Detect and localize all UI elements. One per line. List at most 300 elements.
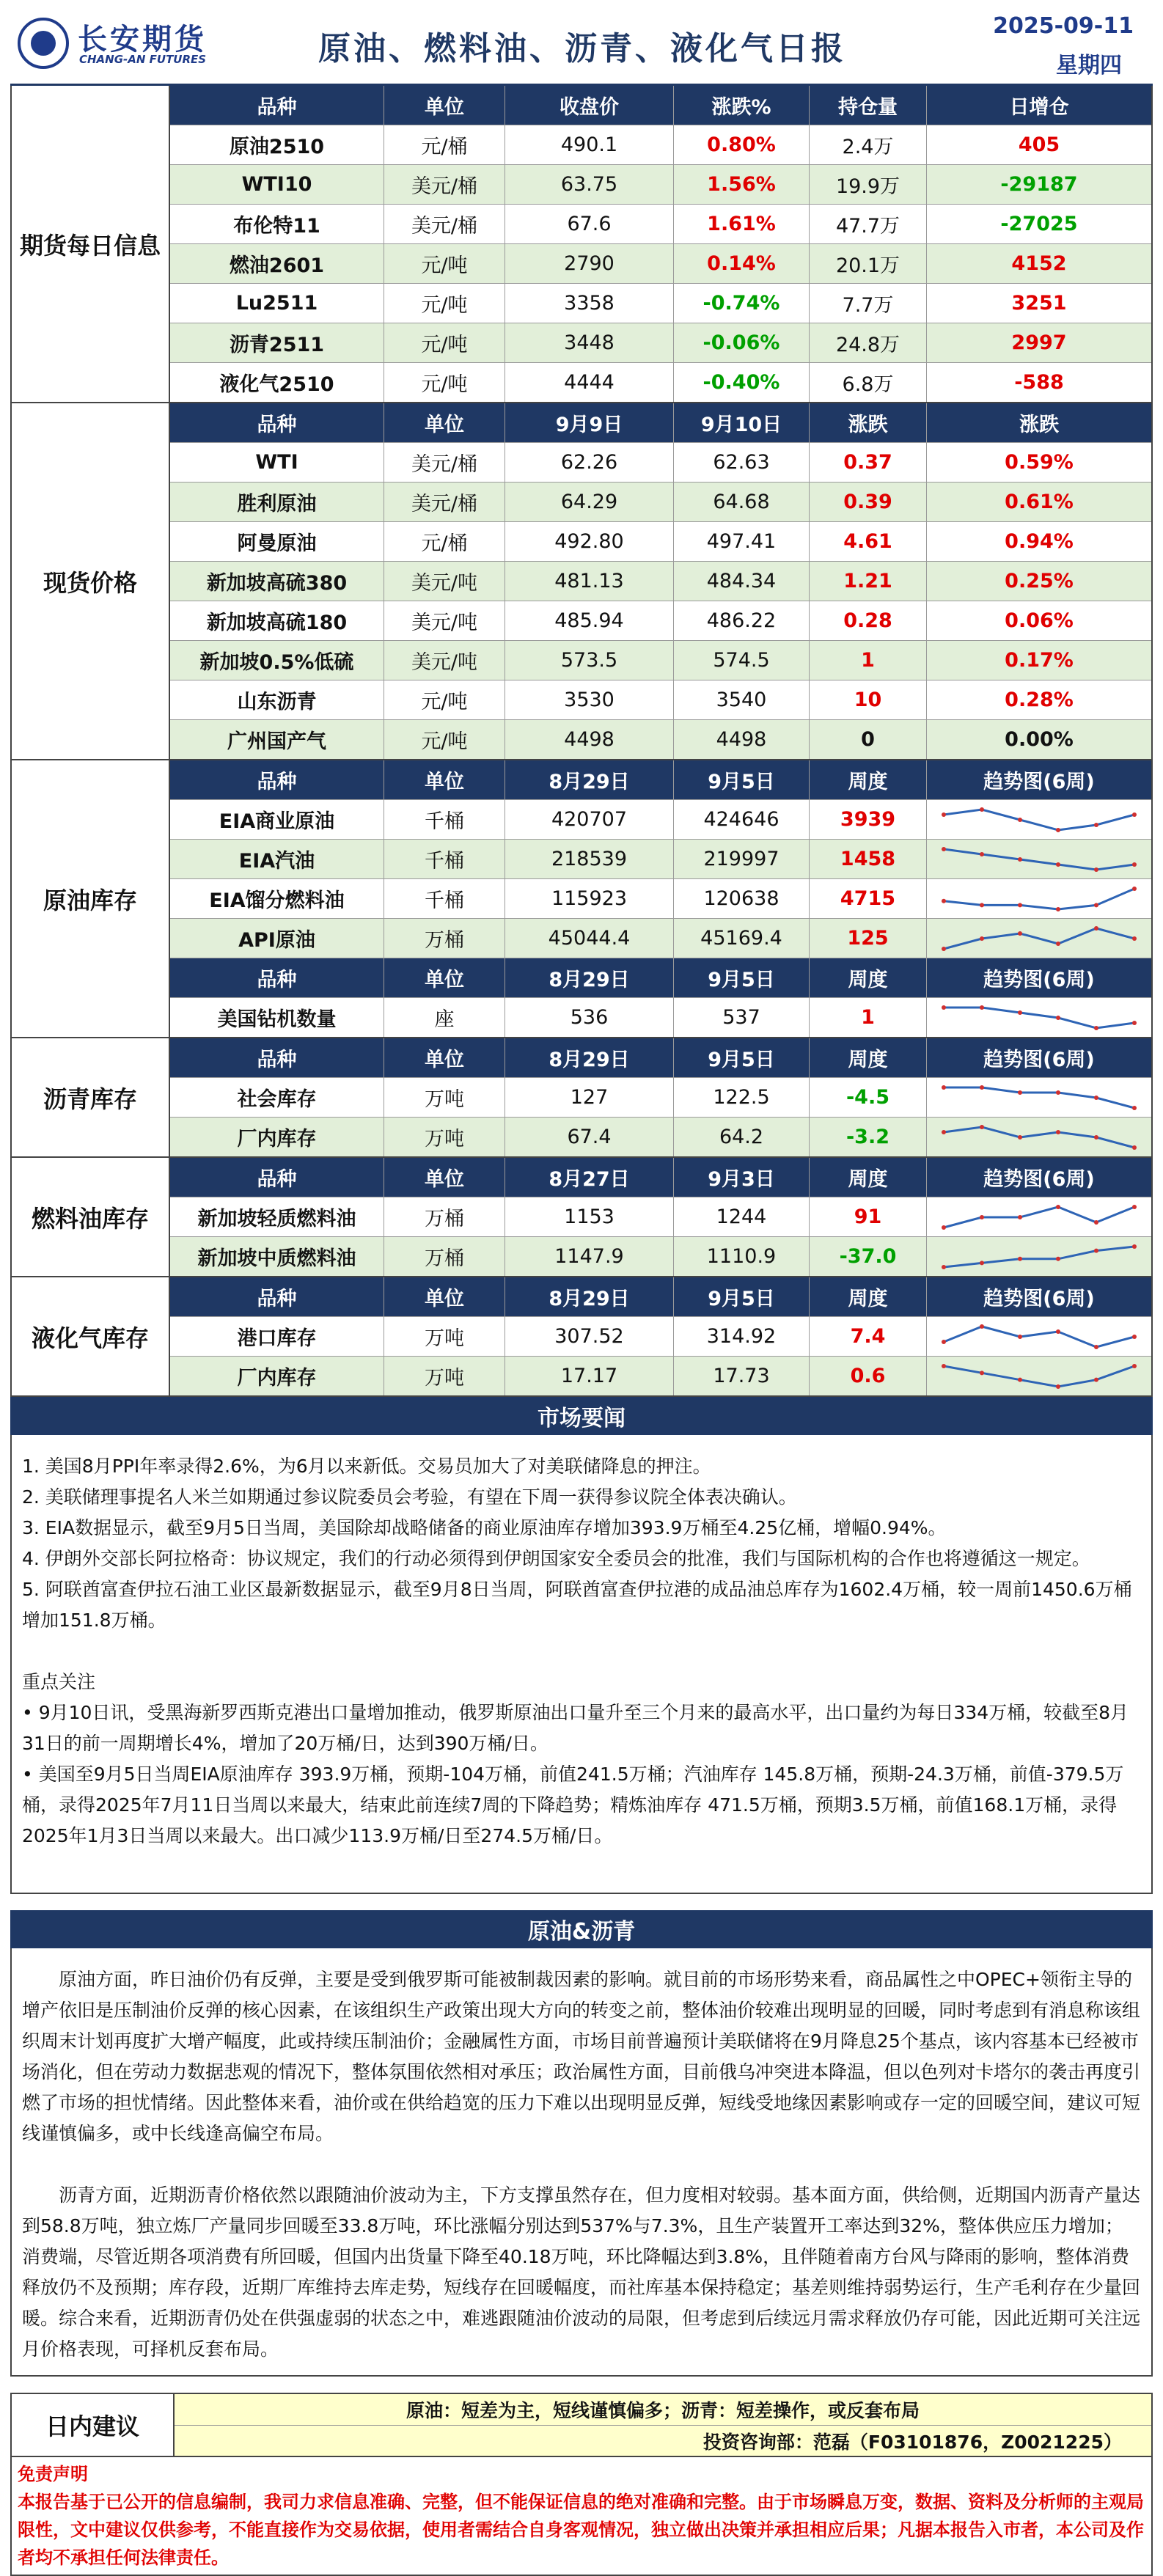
trend-point bbox=[942, 1340, 946, 1344]
table-cell: 0.28% bbox=[1005, 689, 1074, 711]
table-row bbox=[170, 244, 1151, 284]
disclaimer-title: 免责声明 bbox=[18, 2464, 88, 2484]
table-cell: 3251 bbox=[1011, 292, 1067, 315]
table-cell: 63.75 bbox=[505, 165, 674, 204]
table-row bbox=[170, 482, 1151, 522]
trend-cell bbox=[927, 919, 1151, 958]
column-header: 品种 bbox=[170, 760, 384, 799]
report-title: 原油、燃料油、沥青、液化气日报 bbox=[318, 30, 846, 67]
table-cell: 社会库存 bbox=[170, 1078, 384, 1117]
table-row bbox=[170, 601, 1151, 641]
table-cell: 64.2 bbox=[674, 1118, 810, 1156]
news-item: 2. 美联储理事提名人米兰如期通过参议院委员会考验，有望在下周一获得参议院全体表决确认。 bbox=[22, 1486, 797, 1508]
column-header: 8月29日 bbox=[505, 1277, 674, 1316]
table-cell: 美元/桶 bbox=[384, 205, 505, 243]
table-row bbox=[170, 205, 1151, 244]
table-cell: 1147.9 bbox=[505, 1237, 674, 1276]
trend-point bbox=[942, 1364, 946, 1368]
table-row bbox=[170, 284, 1151, 323]
trend-point bbox=[1018, 931, 1022, 936]
table-cell: 元/吨 bbox=[384, 323, 505, 362]
table-cell: 0.6 bbox=[810, 1357, 927, 1395]
table-cell: 1 bbox=[810, 998, 927, 1037]
table-cell: EIA馏分燃料油 bbox=[170, 879, 384, 918]
column-header: 品种 bbox=[170, 1277, 384, 1316]
table-cell: 17.17 bbox=[505, 1357, 674, 1395]
table-cell: 485.94 bbox=[505, 601, 674, 640]
trend-cell bbox=[927, 1118, 1151, 1156]
report-date: 2025-09-11 bbox=[993, 13, 1134, 39]
table-cell: 万吨 bbox=[384, 1078, 505, 1117]
table-cell: 新加坡高硫180 bbox=[170, 601, 384, 640]
column-header: 收盘价 bbox=[505, 86, 674, 125]
column-header: 9月3日 bbox=[674, 1158, 810, 1197]
table-cell: 2.4万 bbox=[810, 125, 927, 164]
table-cell: 120638 bbox=[674, 879, 810, 918]
analysis-box bbox=[10, 1948, 1153, 2377]
table-cell: 122.5 bbox=[674, 1078, 810, 1117]
report-weekday: 星期四 bbox=[1056, 53, 1122, 78]
trend-point bbox=[1132, 1021, 1137, 1025]
trend-point bbox=[1018, 1135, 1022, 1140]
trend-point bbox=[1094, 903, 1098, 907]
table-cell: 座 bbox=[384, 998, 505, 1037]
section-label: 燃料油库存 bbox=[12, 1158, 170, 1276]
column-header: 单位 bbox=[384, 1158, 505, 1197]
report-header bbox=[10, 6, 1153, 86]
trend-sparkline bbox=[936, 884, 1142, 914]
analysis-paragraph: 沥青方面，近期沥青价格依然以跟随油价波动为主，下方支撑虽然存在，但力度相对较弱。基本面方面，供给侧，近期国内沥青产量达到58.8万吨，独立炼厂产量同步回暖至33.8万吨，环比涨幅分别达到537%与7.3%，且生产装置开工率达到32%，整体供应压力增加；消费端，尽管近期各项消费有所回暖，但国内出货量下降至40.18万吨，环比降幅达到3.8%，且伴随着南方台风与降雨的影响，整体消费释放仍不及预期；库存段，近期厂库维持去库走势，短线存在回暖幅度，而社库基本保持稳定；基差则维持弱势运行，生产毛利存在少量回暖。综合来看，近期沥青仍处在供强虚弱的状态之中，难逃跟随油价波动的局限，但考虑到后续远月需求释放仍存可能，因此近期可关注远月价格表现，可择机反套布局。 bbox=[22, 2184, 1141, 2360]
trend-point bbox=[1056, 1329, 1060, 1334]
table-cell: 元/吨 bbox=[384, 284, 505, 323]
table-cell: 万桶 bbox=[384, 919, 505, 958]
table-cell: 424646 bbox=[674, 800, 810, 839]
table-cell: 千桶 bbox=[384, 800, 505, 839]
focus-item: • 美国至9月5日当周EIA原油库存 393.9万桶，预期-104万桶，前值241.5万桶；汽油库存 145.8万桶，预期-24.3万桶，前值-379.5万桶，录得2025年7月11日当周以来最大，结束此前连续7周的下降趋势；精炼油库存 471.5万桶，预期3.5万桶，前值168.1万桶，录得2025年1月3日当周以来最大。出口减少113.9万桶/日至274.5万桶/日。 bbox=[22, 1764, 1124, 1846]
trend-point bbox=[980, 807, 984, 812]
table-cell: 美元/桶 bbox=[384, 443, 505, 482]
table-cell: -0.40% bbox=[674, 363, 810, 402]
section-body bbox=[170, 1038, 1151, 1156]
trend-point bbox=[1094, 1096, 1098, 1100]
company-logo bbox=[18, 15, 216, 75]
trend-point bbox=[1056, 862, 1060, 867]
table-cell: WTI bbox=[170, 443, 384, 482]
news-item: 4. 伊朗外交部长阿拉格奇：协议规定，我们的行动必须得到伊朗国家安全委员会的批准，我们与国际机构的合作也将遵循这一规定。 bbox=[22, 1548, 1090, 1569]
trend-point bbox=[1056, 1205, 1060, 1209]
table-cell: 广州国产气 bbox=[170, 720, 384, 759]
table-cell: 元/桶 bbox=[384, 125, 505, 164]
trend-sparkline bbox=[936, 805, 1142, 834]
table-row bbox=[170, 1317, 1151, 1357]
trend-line bbox=[944, 1366, 1134, 1387]
table-cell: 0.80% bbox=[674, 125, 810, 164]
table-cell: 1153 bbox=[505, 1197, 674, 1236]
table-header-row bbox=[170, 760, 1151, 800]
table-row bbox=[170, 1118, 1151, 1156]
table-cell: API原油 bbox=[170, 919, 384, 958]
trend-point bbox=[980, 852, 984, 856]
trend-point bbox=[942, 812, 946, 817]
column-header: 品种 bbox=[170, 958, 384, 997]
spot-section bbox=[10, 403, 1153, 760]
table-cell: -588 bbox=[1014, 371, 1064, 394]
asphalt-inv-section bbox=[10, 1038, 1153, 1158]
column-header: 周度 bbox=[810, 1158, 927, 1197]
table-cell: 64.68 bbox=[674, 482, 810, 521]
analysis-paragraph: 原油方面，昨日油价仍有反弹，主要是受到俄罗斯可能被制裁因素的影响。就目前的市场形势来看，商品属性之中OPEC+领衔主导的增产依旧是压制油价反弹的核心因素，在该组织生产政策出现大方向的转变之前，整体油价较难出现明显的回暖，同时考虑到有消息称该组织周末计划再度扩大增产幅度，此或持续压制油价；金融属性方面，市场目前普遍预计美联储将在9月降息25个基点，该内容基本已经被市场消化，但在劳动力数据悲观的情况下，整体氛围依然相对承压；政治属性方面，目前俄乌冲突进本降温，但以色列对卡塔尔的袭击再度引燃了市场的担忧情绪。因此整体来看，油价或在供给趋宽的压力下难以出现明显反弹，短线受地缘因素影响或存一定的回暖空间，建议可短线谨慎偏多，或中长线逢高偏空布局。 bbox=[22, 1969, 1141, 2144]
trend-point bbox=[1056, 1090, 1060, 1095]
table-cell: -3.2 bbox=[810, 1118, 927, 1156]
table-cell: -29187 bbox=[1000, 173, 1078, 196]
table-row bbox=[170, 879, 1151, 919]
table-cell: 91 bbox=[810, 1197, 927, 1236]
news-item: 5. 阿联酋富查伊拉石油工业区最新数据显示，截至9月8日当周，阿联酋富查伊拉港的成品油总库存为1602.4万桶，较一周前1450.6万桶增加151.8万桶。 bbox=[22, 1579, 1132, 1631]
trend-sparkline bbox=[936, 924, 1142, 953]
table-cell: EIA汽油 bbox=[170, 840, 384, 878]
trend-line bbox=[944, 1326, 1134, 1347]
table-row bbox=[170, 363, 1151, 402]
section-body bbox=[170, 1277, 1151, 1395]
trend-line bbox=[944, 1207, 1134, 1228]
table-cell: 万吨 bbox=[384, 1317, 505, 1356]
trend-point bbox=[1056, 828, 1060, 832]
table-cell: 3530 bbox=[505, 680, 674, 719]
table-cell: -4.5 bbox=[810, 1078, 927, 1117]
trend-point bbox=[1132, 1244, 1137, 1249]
trend-point bbox=[1094, 823, 1098, 827]
table-cell: 405 bbox=[1018, 133, 1060, 156]
table-cell: 484.34 bbox=[674, 562, 810, 601]
trend-point bbox=[980, 1125, 984, 1129]
trend-point bbox=[1018, 1090, 1022, 1095]
table-header-row bbox=[170, 1038, 1151, 1078]
table-cell: 7.7万 bbox=[810, 284, 927, 323]
column-header: 品种 bbox=[170, 403, 384, 442]
trend-point bbox=[980, 1370, 984, 1375]
trend-point bbox=[1132, 1145, 1137, 1150]
news-item: 3. EIA数据显示，截至9月5日当周，美国除却战略储备的商业原油库存增加393.9万桶至4.25亿桶，增幅0.94%。 bbox=[22, 1517, 947, 1538]
table-header-row bbox=[170, 403, 1151, 443]
table-cell: 0.06% bbox=[1005, 609, 1074, 632]
table-cell: 492.80 bbox=[505, 522, 674, 561]
table-cell: 62.63 bbox=[674, 443, 810, 482]
column-header: 周度 bbox=[810, 1277, 927, 1316]
column-header: 9月5日 bbox=[674, 1277, 810, 1316]
disclaimer-body: 本报告基于已公开的信息编制，我司力求信息准确、完整，但不能保证信息的绝对准确和完整。由于市场瞬息万变，数据、资料及分析师的主观局限性，文中建议仅供参考，不能直接作为交易依据，使用者需结合自身客观情况，独立做出决策并承担相应后果；凡据本报告入市者，本公司及作者均不承担任何法律责任。 bbox=[18, 2492, 1144, 2568]
table-cell: 1.61% bbox=[674, 205, 810, 243]
trend-point bbox=[1056, 1016, 1060, 1020]
table-cell: 0 bbox=[810, 720, 927, 759]
table-cell: 6.8万 bbox=[810, 363, 927, 402]
table-cell: 218539 bbox=[505, 840, 674, 878]
table-cell: 0.25% bbox=[1005, 570, 1074, 592]
section-label: 现货价格 bbox=[12, 403, 170, 759]
column-header: 周度 bbox=[810, 1038, 927, 1077]
table-cell: 115923 bbox=[505, 879, 674, 918]
column-header: 9月10日 bbox=[674, 403, 810, 442]
table-cell: 1.56% bbox=[674, 165, 810, 204]
trend-point bbox=[1132, 812, 1137, 817]
section-body bbox=[170, 86, 1151, 402]
trend-point bbox=[1018, 903, 1022, 907]
table-cell: 万桶 bbox=[384, 1197, 505, 1236]
trend-point bbox=[942, 1005, 946, 1010]
table-cell: 胜利原油 bbox=[170, 482, 384, 521]
trend-point bbox=[1132, 1106, 1137, 1110]
table-cell: 67.4 bbox=[505, 1118, 674, 1156]
column-header: 单位 bbox=[384, 1038, 505, 1077]
trend-point bbox=[1094, 1135, 1098, 1140]
table-cell: -0.06% bbox=[674, 323, 810, 362]
section-label: 沥青库存 bbox=[12, 1038, 170, 1156]
trend-point bbox=[942, 1130, 946, 1134]
table-cell: 536 bbox=[505, 998, 674, 1037]
trend-cell bbox=[927, 840, 1151, 878]
table-cell: 3358 bbox=[505, 284, 674, 323]
table-cell: 美元/吨 bbox=[384, 562, 505, 601]
table-row bbox=[170, 720, 1151, 759]
trend-point bbox=[942, 1225, 946, 1230]
trend-point bbox=[942, 1265, 946, 1269]
table-cell: 1 bbox=[810, 641, 927, 680]
trend-line bbox=[944, 849, 1134, 870]
trend-point bbox=[1056, 1384, 1060, 1389]
table-cell: 1458 bbox=[810, 840, 927, 878]
table-cell: 新加坡高硫380 bbox=[170, 562, 384, 601]
column-header: 单位 bbox=[384, 760, 505, 799]
trend-point bbox=[1056, 942, 1060, 946]
table-cell: 新加坡0.5%低硫 bbox=[170, 641, 384, 680]
table-cell: 1244 bbox=[674, 1197, 810, 1236]
company-name-en: CHANG-AN FUTURES bbox=[79, 53, 207, 66]
table-cell: 4498 bbox=[505, 720, 674, 759]
table-cell: WTI10 bbox=[170, 165, 384, 204]
table-cell: 千桶 bbox=[384, 840, 505, 878]
table-cell: EIA商业原油 bbox=[170, 800, 384, 839]
table-header-row bbox=[170, 958, 1151, 998]
column-header: 单位 bbox=[384, 1277, 505, 1316]
column-header: 趋势图(6周) bbox=[983, 1288, 1095, 1310]
column-header: 单位 bbox=[384, 86, 505, 125]
analysis-title: 原油&沥青 bbox=[10, 1910, 1153, 1948]
section-label: 液化气库存 bbox=[12, 1277, 170, 1395]
table-cell: 美国钻机数量 bbox=[170, 998, 384, 1037]
column-header: 单位 bbox=[384, 403, 505, 442]
section-label: 原油库存 bbox=[12, 760, 170, 1037]
trend-point bbox=[980, 936, 984, 941]
table-cell: 62.26 bbox=[505, 443, 674, 482]
table-cell: 原油2510 bbox=[170, 125, 384, 164]
column-header: 品种 bbox=[170, 1038, 384, 1077]
column-header: 涨跌% bbox=[674, 86, 810, 125]
trend-point bbox=[1018, 1377, 1022, 1381]
focus-item: • 9月10日讯，受黑海新罗西斯克港出口量增加推动，俄罗斯原油出口量升至三个月来的最高水平，出口量约为每日334万桶，较截至8月31日的前一周期增长4%，增加了20万桶/日，达到390万桶/日。 bbox=[22, 1702, 1129, 1754]
column-header: 9月5日 bbox=[674, 760, 810, 799]
table-cell: 537 bbox=[674, 998, 810, 1037]
table-header-row bbox=[170, 1158, 1151, 1197]
table-cell: 574.5 bbox=[674, 641, 810, 680]
table-cell: 2997 bbox=[1011, 331, 1067, 354]
column-header: 趋势图(6周) bbox=[983, 771, 1095, 793]
focus-list bbox=[22, 1698, 1141, 1852]
trend-line bbox=[944, 1008, 1134, 1028]
table-row bbox=[170, 562, 1151, 601]
table-cell: 20.1万 bbox=[810, 244, 927, 283]
table-cell: 4444 bbox=[505, 363, 674, 402]
trend-line bbox=[944, 810, 1134, 830]
column-header: 周度 bbox=[810, 958, 927, 997]
column-header: 涨跌 bbox=[810, 403, 927, 442]
column-header: 周度 bbox=[810, 760, 927, 799]
trend-point bbox=[942, 947, 946, 951]
table-cell: 0.59% bbox=[1005, 451, 1074, 474]
trend-cell bbox=[927, 1078, 1151, 1117]
trend-cell bbox=[927, 998, 1151, 1037]
trend-point bbox=[980, 903, 984, 907]
table-cell: 新加坡中质燃料油 bbox=[170, 1237, 384, 1276]
trend-point bbox=[1132, 936, 1137, 941]
advice-analyst: 投资咨询部：范磊（F03101876，Z0021225） bbox=[175, 2425, 1151, 2456]
table-cell: 3540 bbox=[674, 680, 810, 719]
trend-sparkline bbox=[936, 845, 1142, 874]
trend-cell bbox=[927, 800, 1151, 839]
trend-cell bbox=[927, 1357, 1151, 1395]
table-cell: 0.17% bbox=[1005, 649, 1074, 672]
table-cell: 490.1 bbox=[505, 125, 674, 164]
table-cell: 美元/桶 bbox=[384, 482, 505, 521]
table-row bbox=[170, 1078, 1151, 1118]
advice-label: 日内建议 bbox=[12, 2394, 175, 2456]
trend-point bbox=[1132, 887, 1137, 891]
table-cell: 0.28 bbox=[810, 601, 927, 640]
table-cell: 45044.4 bbox=[505, 919, 674, 958]
trend-cell bbox=[927, 1317, 1151, 1356]
trend-point bbox=[1018, 1335, 1022, 1339]
column-header: 趋势图(6周) bbox=[983, 1168, 1095, 1191]
table-cell: 10 bbox=[810, 680, 927, 719]
trend-point bbox=[1132, 1205, 1137, 1209]
table-cell: 45169.4 bbox=[674, 919, 810, 958]
trend-point bbox=[980, 1261, 984, 1265]
trend-point bbox=[942, 847, 946, 851]
column-header: 品种 bbox=[170, 86, 384, 125]
table-cell: 元/吨 bbox=[384, 680, 505, 719]
table-cell: 4152 bbox=[1011, 252, 1067, 275]
advice-body bbox=[175, 2394, 1151, 2456]
futures-section bbox=[10, 86, 1153, 403]
table-cell: 液化气2510 bbox=[170, 363, 384, 402]
news-item: 1. 美国8月PPI年率录得2.6%，为6月以来新低。交易员加大了对美联储降息的押注。 bbox=[22, 1456, 711, 1477]
table-cell: -27025 bbox=[1000, 213, 1078, 235]
table-row bbox=[170, 919, 1151, 958]
table-cell: 阿曼原油 bbox=[170, 522, 384, 561]
table-cell: 19.9万 bbox=[810, 165, 927, 204]
trend-sparkline bbox=[936, 1362, 1142, 1391]
table-cell: 元/桶 bbox=[384, 522, 505, 561]
table-cell: 0.94% bbox=[1005, 530, 1074, 553]
trend-point bbox=[1018, 1215, 1022, 1219]
table-cell: 新加坡轻质燃料油 bbox=[170, 1197, 384, 1236]
table-cell: 0.39 bbox=[810, 482, 927, 521]
table-cell: 481.13 bbox=[505, 562, 674, 601]
table-cell: 127 bbox=[505, 1078, 674, 1117]
table-header-row bbox=[170, 1277, 1151, 1317]
table-cell: 美元/吨 bbox=[384, 601, 505, 640]
table-row bbox=[170, 323, 1151, 363]
table-cell: 元/吨 bbox=[384, 720, 505, 759]
table-cell: 元/吨 bbox=[384, 363, 505, 402]
table-cell: 山东沥青 bbox=[170, 680, 384, 719]
table-cell: 元/吨 bbox=[384, 244, 505, 283]
table-row bbox=[170, 1197, 1151, 1237]
company-name-cn: 长安期货 bbox=[78, 23, 207, 56]
table-row bbox=[170, 443, 1151, 482]
trend-point bbox=[1094, 1026, 1098, 1030]
trend-sparkline bbox=[936, 1242, 1142, 1272]
trend-cell bbox=[927, 1237, 1151, 1276]
table-cell: 314.92 bbox=[674, 1317, 810, 1356]
column-header: 单位 bbox=[384, 958, 505, 997]
trend-point bbox=[1056, 1256, 1060, 1261]
table-row bbox=[170, 998, 1151, 1037]
report-page bbox=[10, 6, 1153, 2569]
table-cell: 4498 bbox=[674, 720, 810, 759]
column-header: 趋势图(6周) bbox=[983, 1049, 1095, 1071]
trend-cell bbox=[927, 1197, 1151, 1236]
trend-sparkline bbox=[936, 1322, 1142, 1351]
column-header: 8月29日 bbox=[505, 760, 674, 799]
table-cell: 4715 bbox=[810, 879, 927, 918]
table-cell: -37.0 bbox=[810, 1237, 927, 1276]
advice-text: 原油：短差为主，短线谨慎偏多；沥青：短差操作，或反套布局 bbox=[406, 2400, 920, 2421]
fuel-inv-section bbox=[10, 1158, 1153, 1277]
table-cell: 万桶 bbox=[384, 1237, 505, 1276]
table-cell: 千桶 bbox=[384, 879, 505, 918]
trend-sparkline bbox=[936, 1203, 1142, 1232]
trend-point bbox=[1056, 907, 1060, 911]
table-cell: 497.41 bbox=[674, 522, 810, 561]
column-header: 品种 bbox=[170, 1158, 384, 1197]
trend-point bbox=[1018, 1010, 1022, 1015]
trend-point bbox=[1132, 862, 1137, 867]
table-row bbox=[170, 641, 1151, 680]
section-body bbox=[170, 760, 1151, 1037]
table-cell: Lu2511 bbox=[170, 284, 384, 323]
table-cell: 0.61% bbox=[1005, 491, 1074, 513]
trend-line bbox=[944, 1247, 1134, 1267]
table-cell: 486.22 bbox=[674, 601, 810, 640]
news-list bbox=[22, 1451, 1141, 1636]
column-header: 8月27日 bbox=[505, 1158, 674, 1197]
table-cell: 厂内库存 bbox=[170, 1118, 384, 1156]
table-cell: 64.29 bbox=[505, 482, 674, 521]
table-cell: 125 bbox=[810, 919, 927, 958]
table-cell: 3448 bbox=[505, 323, 674, 362]
focus-title: 重点关注 bbox=[22, 1671, 96, 1692]
section-body bbox=[170, 403, 1151, 759]
column-header: 9月5日 bbox=[674, 1038, 810, 1077]
column-header: 趋势图(6周) bbox=[983, 969, 1095, 991]
table-cell: 3939 bbox=[810, 800, 927, 839]
table-cell: 美元/吨 bbox=[384, 641, 505, 680]
table-cell: 0.37 bbox=[810, 443, 927, 482]
table-cell: 573.5 bbox=[505, 641, 674, 680]
trend-point bbox=[980, 1215, 984, 1219]
trend-sparkline bbox=[936, 1003, 1142, 1032]
trend-point bbox=[1094, 926, 1098, 931]
trend-point bbox=[980, 1324, 984, 1329]
